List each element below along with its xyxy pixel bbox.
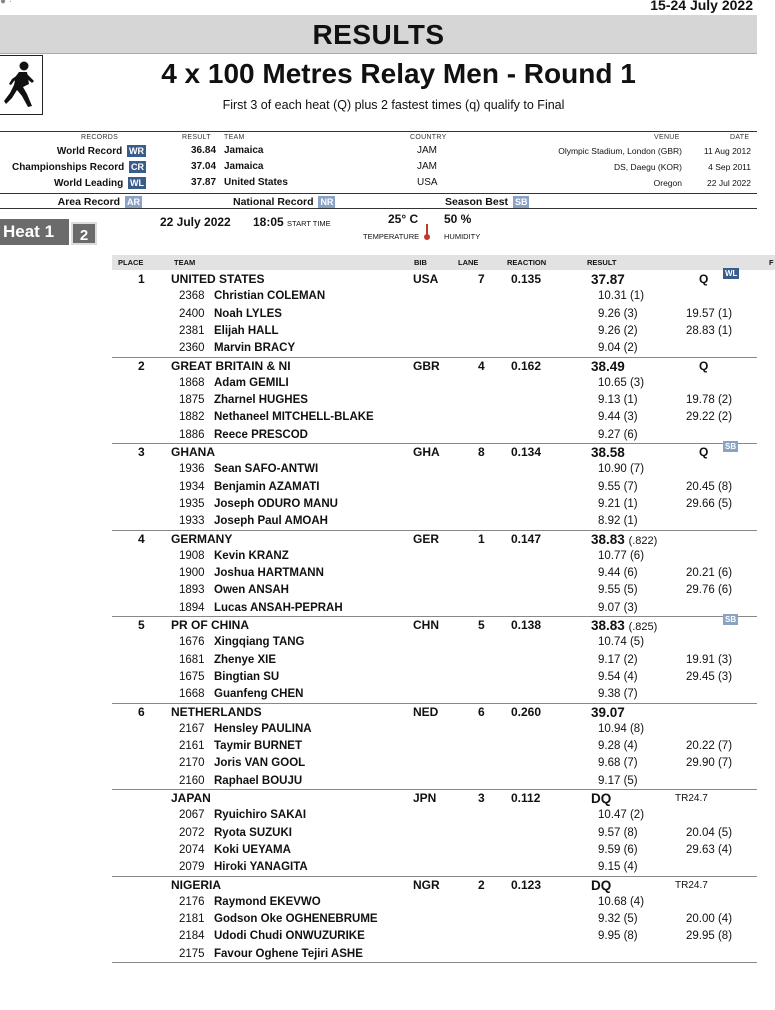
athlete-name: Zharnel HUGHES (214, 394, 308, 407)
athlete-row (112, 324, 757, 341)
record-name: World Record (56, 146, 123, 157)
athlete-bib: 2167 (179, 722, 205, 735)
disqualification-rule: TR24.7 (675, 879, 708, 891)
record-name: Championships Record (11, 162, 125, 173)
record-label (12, 161, 146, 173)
athlete-bib: 1894 (179, 601, 205, 614)
athlete-split: 9.15 (4) (598, 861, 638, 874)
team-place: 4 (138, 531, 145, 546)
records-legend (0, 193, 757, 209)
athlete-cumulative: 29.66 (5) (686, 497, 733, 510)
team-row (112, 705, 757, 722)
result-header: RESULT (182, 134, 211, 141)
team-block (112, 358, 757, 445)
team-reaction: 0.162 (511, 358, 542, 373)
tab-heat-1[interactable]: Heat 1 (0, 219, 69, 245)
team-result (591, 272, 625, 287)
athlete-bib: 1676 (179, 636, 205, 649)
record-label (54, 177, 146, 189)
team-row (112, 359, 757, 376)
team-result-thousandths: (.825) (628, 621, 658, 633)
athlete-row (112, 428, 757, 445)
athlete-split: 9.57 (8) (598, 826, 638, 839)
athlete-cumulative: 20.21 (6) (686, 567, 733, 580)
heat-temperature: 25° C (388, 212, 419, 226)
athlete-row (112, 895, 757, 912)
athlete-row (112, 826, 757, 843)
team-lane: 7 (478, 272, 485, 286)
date-range: 15-24 July 2022 (650, 0, 753, 13)
team-place: 6 (138, 704, 145, 719)
athlete-bib: 1933 (179, 515, 205, 528)
team-result (591, 878, 611, 893)
athlete-name: Elijah HALL (214, 324, 279, 337)
athlete-bib: 2400 (179, 307, 205, 320)
team-lane: 5 (478, 618, 485, 632)
athlete-bib: 2381 (179, 324, 205, 337)
athlete-name: Ryuichiro SAKAI (214, 809, 307, 822)
athlete-name: Lucas ANSAH-PEPRAH (214, 601, 343, 614)
col-reaction: REACTION (507, 258, 547, 267)
athlete-split: 10.94 (8) (598, 722, 645, 735)
col-lane: LANE (458, 258, 479, 267)
athlete-bib: 2074 (179, 843, 205, 856)
team-bib: CHN (413, 618, 439, 632)
athlete-split: 9.59 (6) (598, 843, 638, 856)
athlete-split: 9.07 (3) (598, 601, 638, 614)
team-reaction: 0.135 (511, 272, 542, 286)
humidity-label: HUMIDITY (444, 232, 481, 241)
team-result-value: 38.83 (591, 531, 625, 547)
team-row (112, 442, 757, 462)
athlete-name: Reece PRESCOD (214, 428, 308, 441)
athlete-split: 10.68 (4) (598, 895, 645, 908)
team-place: 1 (138, 272, 145, 286)
athlete-cumulative: 20.00 (4) (686, 913, 733, 926)
season-best-badge: SB (725, 615, 737, 624)
heat-humidity: 50 % (444, 212, 472, 226)
athlete-row (112, 687, 757, 704)
team-bib: GHA (413, 445, 440, 459)
record-label (57, 145, 146, 157)
team-name: NIGERIA (171, 877, 222, 892)
team-block (112, 704, 757, 791)
athlete-split: 10.77 (6) (598, 549, 645, 562)
team-lane: 6 (478, 704, 485, 719)
athlete-row (112, 566, 757, 583)
legend-area-record: Area Record AR (57, 196, 140, 208)
athlete-name: Joshua HARTMANN (214, 567, 324, 580)
team-block (112, 877, 757, 964)
col-team: TEAM (174, 258, 196, 267)
tab-heat-2[interactable]: 2 (71, 222, 97, 245)
athlete-name: Marvin BRACY (214, 342, 296, 355)
athlete-row (112, 549, 757, 566)
athlete-bib: 1900 (179, 567, 205, 580)
athlete-bib: 1934 (179, 480, 205, 493)
athlete-bib: 2175 (179, 947, 205, 960)
athlete-split: 10.31 (1) (598, 290, 645, 303)
record-team: Jamaica (224, 161, 264, 172)
athlete-split: 10.90 (7) (598, 463, 645, 476)
athlete-cumulative: 20.22 (7) (686, 740, 733, 753)
team-bib: NGR (413, 877, 440, 892)
team-result (591, 359, 625, 374)
team-bib: GBR (413, 358, 440, 373)
athlete-name: Zhenye XIE (214, 653, 276, 666)
athlete-cumulative: 29.63 (4) (686, 843, 733, 856)
legend-season-best: Season Best SB (445, 196, 528, 208)
team-reaction: 0.260 (511, 704, 542, 719)
athlete-bib: 1668 (179, 688, 205, 701)
athlete-cumulative: 29.90 (7) (686, 757, 733, 770)
team-reaction: 0.112 (511, 791, 541, 805)
athlete-split: 9.04 (2) (598, 342, 638, 355)
team-name: GHANA (171, 445, 215, 459)
athlete-row (112, 480, 757, 497)
athlete-name: Nethaneel MITCHELL-BLAKE (214, 411, 374, 424)
athlete-bib: 1886 (179, 428, 205, 441)
athlete-row (112, 514, 757, 531)
athlete-name: Udodi Chudi ONWUZURIKE (214, 930, 365, 943)
record-date: 4 Sep 2011 (708, 162, 751, 172)
athlete-name: Joseph Paul AMOAH (214, 515, 328, 528)
col-bib: BIB (414, 258, 427, 267)
athlete-bib: 1935 (179, 497, 205, 510)
athlete-name: Raymond EKEVWO (214, 895, 321, 908)
athlete-cumulative: 29.22 (2) (686, 411, 733, 424)
team-block (112, 531, 757, 618)
team-row (112, 615, 757, 635)
athlete-cumulative: 29.45 (3) (686, 670, 733, 683)
athlete-split: 9.32 (5) (598, 913, 638, 926)
athlete-cumulative: 29.95 (8) (686, 930, 733, 943)
athlete-cumulative: 20.04 (5) (686, 826, 733, 839)
record-row (0, 161, 757, 176)
record-venue: Olympic Stadium, London (GBR) (558, 146, 682, 156)
athlete-row (112, 462, 757, 479)
record-row (0, 177, 757, 192)
col-extra: F (769, 258, 774, 267)
athlete-name: Christian COLEMAN (214, 290, 326, 303)
athlete-name: Sean SAFO-ANTWI (214, 463, 319, 476)
athlete-split: 9.95 (8) (598, 930, 638, 943)
athlete-split: 10.65 (3) (598, 376, 645, 389)
record-venue: DS, Daegu (KOR) (613, 162, 682, 172)
athlete-row (112, 601, 757, 618)
athlete-bib: 1681 (179, 653, 205, 666)
athlete-name: Bingtian SU (214, 670, 280, 683)
team-block (112, 790, 757, 877)
athlete-cumulative: 28.83 (1) (686, 324, 733, 337)
athlete-split: 9.17 (5) (598, 774, 638, 787)
athlete-cumulative: 19.78 (2) (686, 394, 733, 407)
athlete-bib: 1908 (179, 549, 205, 562)
team-lane: 2 (478, 877, 485, 892)
records-table (0, 131, 757, 209)
athlete-name: Benjamin AZAMATI (214, 480, 320, 493)
qualified-mark: Q (699, 358, 709, 373)
athlete-bib: 1882 (179, 411, 205, 424)
col-result: RESULT (587, 258, 617, 267)
athlete-row (112, 583, 757, 600)
thermometer-icon (424, 224, 430, 240)
athlete-row (112, 912, 757, 929)
athlete-name: Joseph ODURO MANU (214, 497, 338, 510)
team-block (112, 617, 757, 704)
team-result (591, 705, 625, 720)
team-header: TEAM (224, 134, 245, 141)
record-name: World Leading (53, 178, 124, 189)
athlete-bib: 2176 (179, 895, 205, 908)
record-date: 11 Aug 2012 (703, 146, 751, 156)
athlete-row (112, 929, 757, 946)
athlete-row (112, 947, 757, 964)
athlete-cumulative: 29.76 (6) (686, 584, 733, 597)
heat-start-time: 18:05 START TIME (253, 215, 331, 229)
athlete-row (112, 722, 757, 739)
team-name: JAPAN (171, 791, 211, 805)
athlete-name: Taymir BURNET (214, 740, 302, 753)
qualification-rule: First 3 of each heat (Q) plus 2 fastest times (q) qualify to Final (222, 98, 565, 112)
athlete-bib: 2184 (179, 930, 205, 943)
team-name: UNITED STATES (171, 272, 265, 286)
team-result (591, 445, 625, 460)
athlete-split: 9.26 (3) (598, 307, 638, 320)
record-date: 22 Jul 2022 (707, 178, 751, 188)
athlete-bib: 1893 (179, 584, 205, 597)
athlete-row (112, 307, 757, 324)
athlete-split: 10.47 (2) (598, 809, 645, 822)
team-name: NETHERLANDS (171, 704, 262, 719)
team-place: 2 (138, 358, 145, 373)
col-place: PLACE (118, 258, 144, 267)
event-title: 4 x 100 Metres Relay Men - Round 1 (161, 58, 636, 89)
records-header: RECORDS (81, 134, 119, 141)
athlete-split: 9.21 (1) (598, 497, 638, 510)
team-name: GREAT BRITAIN & NI (171, 358, 291, 373)
team-result-value: DQ (591, 877, 612, 893)
athlete-bib: 2067 (179, 809, 205, 822)
venue-header: VENUE (654, 134, 680, 141)
athlete-row (112, 843, 757, 860)
athlete-row (112, 756, 757, 773)
athlete-split: 9.55 (5) (598, 584, 638, 597)
athlete-split: 9.54 (4) (598, 670, 638, 683)
athlete-name: Ryota SUZUKI (214, 826, 292, 839)
team-result-value: 37.87 (591, 272, 625, 287)
athlete-name: Godson Oke OGHENEBRUME (214, 913, 378, 926)
athlete-row (112, 653, 757, 670)
athlete-bib: 1936 (179, 463, 205, 476)
team-result-value: 38.58 (591, 445, 625, 460)
athlete-cumulative: 20.45 (8) (686, 480, 733, 493)
athlete-split: 9.44 (3) (598, 411, 638, 424)
team-reaction: 0.138 (511, 618, 542, 632)
athlete-row (112, 410, 757, 427)
athlete-split: 9.44 (6) (598, 567, 638, 580)
team-name: GERMANY (171, 531, 233, 546)
team-row (112, 791, 757, 808)
athlete-bib: 2360 (179, 342, 205, 355)
athlete-row (112, 376, 757, 393)
team-row (112, 532, 757, 549)
record-abbr: WL (130, 178, 144, 188)
athlete-row (112, 670, 757, 687)
results-banner (0, 15, 757, 54)
athlete-split: 10.74 (5) (598, 636, 645, 649)
athlete-split: 9.28 (4) (598, 740, 638, 753)
championship-logo-icon: ● ∙ (0, 0, 12, 7)
athlete-row (112, 774, 757, 791)
athlete-bib: 1875 (179, 394, 205, 407)
record-result: 36.84 (191, 145, 217, 156)
athlete-cumulative: 19.91 (3) (686, 653, 733, 666)
athlete-name: Koki UEYAMA (214, 843, 291, 856)
record-result: 37.87 (191, 177, 217, 188)
athlete-name: Guanfeng CHEN (214, 688, 304, 701)
country-header: COUNTRY (410, 134, 447, 141)
team-reaction: 0.123 (511, 877, 542, 892)
record-team: Jamaica (224, 145, 264, 156)
athlete-split: 9.17 (2) (598, 653, 638, 666)
legend-national-record: National Record NR (233, 196, 334, 208)
athlete-name: Xingqiang TANG (214, 636, 305, 649)
athlete-bib: 2079 (179, 861, 205, 874)
team-result (591, 532, 657, 547)
athlete-name: Hensley PAULINA (214, 722, 312, 735)
athlete-split: 9.55 (7) (598, 480, 638, 493)
team-name: PR OF CHINA (171, 618, 249, 632)
athlete-row (112, 341, 757, 358)
athlete-name: Joris VAN GOOL (214, 757, 306, 770)
athlete-row (112, 808, 757, 825)
athlete-split: 9.68 (7) (598, 757, 638, 770)
team-result-value: 39.07 (591, 704, 625, 720)
qualified-mark: Q (699, 445, 709, 459)
team-block (112, 444, 757, 531)
athlete-bib: 2170 (179, 757, 205, 770)
team-bib: USA (413, 272, 439, 286)
athlete-row (112, 739, 757, 756)
record-abbr: WR (129, 146, 144, 156)
team-lane: 3 (478, 791, 485, 805)
athlete-row (112, 289, 757, 306)
date-header: DATE (730, 134, 750, 141)
athlete-cumulative: 19.57 (1) (686, 307, 733, 320)
athlete-bib: 2160 (179, 774, 205, 787)
results-label: RESULTS (312, 19, 445, 50)
athlete-bib: 1675 (179, 670, 205, 683)
athlete-name: Kevin KRANZ (214, 549, 289, 562)
results-table-header (112, 255, 775, 270)
team-result-value: 38.83 (591, 618, 625, 633)
qualified-mark: Q (699, 272, 709, 286)
team-reaction: 0.134 (511, 445, 542, 459)
team-lane: 8 (478, 445, 485, 459)
athlete-split: 8.92 (1) (598, 515, 638, 528)
athlete-row (112, 860, 757, 877)
team-result-value: 38.49 (591, 358, 625, 374)
athlete-split: 9.38 (7) (598, 688, 638, 701)
record-country: JAM (417, 145, 437, 156)
athlete-name: Favour Oghene Tejiri ASHE (214, 947, 363, 960)
record-abbr: CR (131, 162, 144, 172)
team-bib: NED (413, 704, 439, 719)
athlete-row (112, 635, 757, 652)
disqualification-rule: TR24.7 (675, 793, 708, 804)
athlete-split: 9.27 (6) (598, 428, 638, 441)
athlete-bib: 2181 (179, 913, 205, 926)
team-result (591, 791, 611, 806)
team-result-value: DQ (591, 791, 612, 806)
athlete-split: 9.26 (2) (598, 324, 638, 337)
world-leading-badge: WL (725, 269, 738, 278)
athlete-name: Noah LYLES (214, 307, 282, 320)
team-place: 3 (138, 445, 145, 459)
team-place: 5 (138, 618, 145, 632)
team-reaction: 0.147 (511, 531, 542, 546)
athlete-name: Adam GEMILI (214, 376, 289, 389)
heat-date: 22 July 2022 (160, 215, 231, 229)
athlete-bib: 2072 (179, 826, 205, 839)
record-venue: Oregon (653, 178, 682, 188)
team-lane: 4 (478, 358, 485, 373)
athlete-row (112, 497, 757, 514)
athlete-split: 9.13 (1) (598, 394, 638, 407)
team-result (591, 618, 657, 633)
athlete-name: Hiroki YANAGITA (214, 861, 308, 874)
season-best-badge: SB (725, 442, 737, 451)
team-result-thousandths: (.822) (628, 534, 658, 547)
temperature-label: TEMPERATURE (363, 232, 420, 241)
team-row (112, 878, 757, 895)
team-block (112, 271, 757, 358)
athlete-bib: 2161 (179, 740, 205, 753)
record-row (0, 145, 757, 160)
team-row (112, 269, 757, 289)
team-bib: GER (413, 531, 440, 546)
athlete-row (112, 393, 757, 410)
record-team: United States (224, 177, 288, 188)
athlete-bib: 2368 (179, 290, 205, 303)
athlete-bib: 1868 (179, 376, 205, 389)
record-country: JAM (417, 161, 437, 172)
record-country: USA (417, 177, 438, 188)
athlete-name: Owen ANSAH (214, 584, 289, 597)
record-result: 37.04 (191, 161, 217, 172)
athlete-name: Raphael BOUJU (214, 774, 303, 787)
team-bib: JPN (413, 791, 437, 805)
team-lane: 1 (478, 531, 485, 546)
